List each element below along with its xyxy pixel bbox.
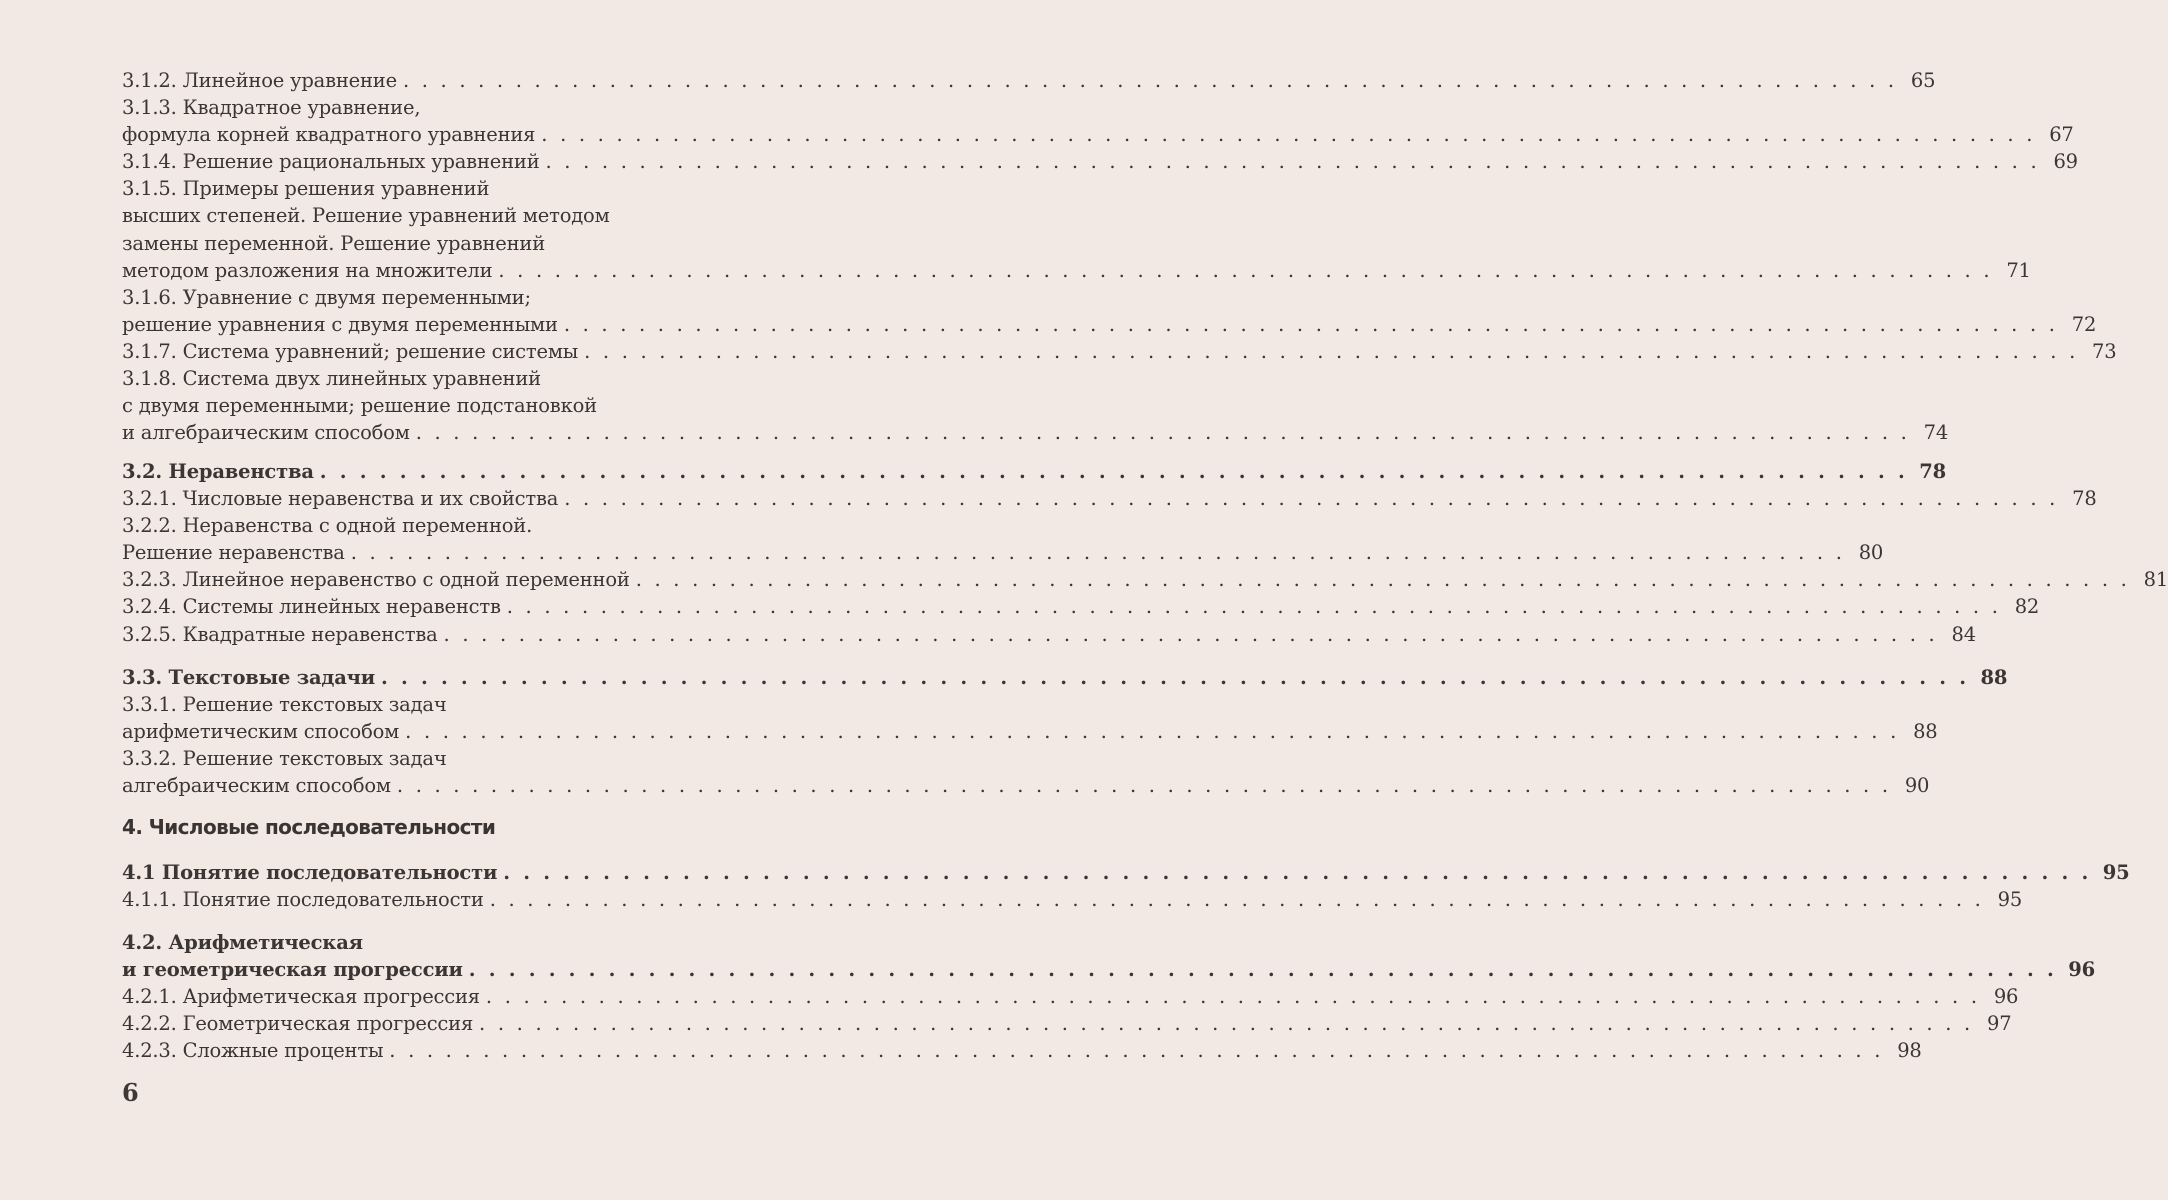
toc-entry-page: 97 xyxy=(1986,1012,2012,1036)
toc-entry-title: 3.2.4. Системы линейных неравенств xyxy=(122,595,501,619)
toc-entry-page: 78 xyxy=(1919,460,1947,483)
toc-entry-line xyxy=(122,956,2096,983)
toc-entry-line xyxy=(122,365,876,392)
toc-entry-title: формула корней квадратного уравнения xyxy=(122,123,536,147)
toc-entry-title: и алгебраическим способом xyxy=(122,421,410,445)
toc-entry-title: 3.2.1. Числовые неравенства и их свойства xyxy=(122,487,559,511)
toc-entry-title: 4.2.1. Арифметическая прогрессия xyxy=(122,985,480,1009)
toc-entry-title: 4.2.3. Сложные проценты xyxy=(122,1039,384,1063)
dot-leader: . . . . . . . . . . . . . . . . . . . . . . . . . . . . . . . . . . . . . . . . . . . . . . . . . . . . . . . . . . . . . . . . . . . . . . . . . . . . . . . . xyxy=(319,460,1909,483)
toc-entry-line xyxy=(122,94,876,121)
toc-entry xyxy=(122,691,1938,745)
dot-leader: . . . . . . . . . . . . . . . . . . . . . . . . . . . . . . . . . . . . . . . . . . . . . . . . . . . . . . . . . . . . . . . . . . . . . . . . . . . . . . . . xyxy=(545,150,2040,174)
toc-entry-title: алгебраическим способом xyxy=(122,774,391,798)
toc-entry xyxy=(122,621,1976,648)
toc-entry-line xyxy=(122,338,2117,365)
toc-entry-title: 4.1.1. Понятие последовательности xyxy=(122,888,484,912)
toc-entry-line xyxy=(122,67,1936,94)
toc-entry xyxy=(122,745,1930,799)
toc-entry-page: 95 xyxy=(2102,861,2130,884)
page-number: 6 xyxy=(122,1078,139,1107)
toc-entry-line xyxy=(122,175,876,202)
toc-section-3-2 xyxy=(122,458,2168,648)
toc-entry-line xyxy=(122,485,2097,512)
toc-entry xyxy=(122,664,2008,691)
toc-entry xyxy=(122,148,2078,175)
toc-entry-line xyxy=(122,983,2019,1010)
toc-entry-page: 71 xyxy=(2006,258,2031,282)
toc-entry-title: и геометрическая прогрессии xyxy=(122,958,463,982)
toc-section-4-1 xyxy=(122,859,2130,913)
dot-leader: . . . . . . . . . . . . . . . . . . . . . . . . . . . . . . . . . . . . . . . . . . . . . . . . . . . . . . . . . . . . . . . . . . . . . . . . . . . . . . . . xyxy=(503,861,2092,884)
toc-entry-title: 3.2.3. Линейное неравенство с одной переменной xyxy=(122,568,630,592)
dot-leader: . . . . . . . . . . . . . . . . . . . . . . . . . . . . . . . . . . . . . . . . . . . . . . . . . . . . . . . . . . . . . . . . . . . . . . . . . . . . . . . . xyxy=(396,774,1892,798)
toc-entry xyxy=(122,67,1936,94)
toc-entry-line xyxy=(122,772,1930,799)
dot-leader: . . . . . . . . . . . . . . . . . . . . . . . . . . . . . . . . . . . . . . . . . . . . . . . . . . . . . . . . . . . . . . . . . . . . . . . . . . . . . . . . xyxy=(564,487,2059,511)
toc-entry-line xyxy=(122,512,876,539)
toc-entry-line xyxy=(122,664,2008,691)
toc-entry xyxy=(122,512,1884,566)
toc-entry-line xyxy=(122,257,2031,284)
toc-entry-title: арифметическим способом xyxy=(122,720,400,744)
toc-entry xyxy=(122,859,2130,886)
toc-section-3-3 xyxy=(122,664,2008,799)
toc-entry xyxy=(122,284,2097,338)
dot-leader: . . . . . . . . . . . . . . . . . . . . . . . . . . . . . . . . . . . . . . . . . . . . . . . . . . . . . . . . . . . . . . . . . . . . . . . . . . . . . . . . xyxy=(350,541,1846,565)
toc-entry-line xyxy=(122,1037,1922,1064)
toc-entry-page: 95 xyxy=(1997,888,2023,912)
toc-entry xyxy=(122,175,2031,283)
toc-entry xyxy=(122,1010,2012,1037)
toc-entry-line xyxy=(122,886,2023,913)
dot-leader: . . . . . . . . . . . . . . . . . . . . . . . . . . . . . . . . . . . . . . . . . . . . . . . . . . . . . . . . . . . . . . . . . . . . . . . . . . . . . . . . xyxy=(498,258,1993,282)
toc-entry-page: 81 xyxy=(2143,568,2168,592)
toc-section-3-1-continued xyxy=(122,67,2117,446)
toc-entry-title: высших степеней. Решение уравнений методом xyxy=(122,204,610,228)
toc-entry-line xyxy=(122,539,1884,566)
toc-entry-page: 96 xyxy=(1993,985,2019,1009)
toc-entry-line xyxy=(122,691,876,718)
toc-entry-line xyxy=(122,311,2097,338)
toc-entry xyxy=(122,886,2023,913)
dot-leader: . . . . . . . . . . . . . . . . . . . . . . . . . . . . . . . . . . . . . . . . . . . . . . . . . . . . . . . . . . . . . . . . . . . . . . . . . . . . . . . . xyxy=(415,421,1911,445)
toc-entry-title: 3.3. Текстовые задачи xyxy=(122,666,376,689)
dot-leader: . . . . . . . . . . . . . . . . . . . . . . . . . . . . . . . . . . . . . . . . . . . . . . . . . . . . . . . . . . . . . . . . . . . . . . . . . . . . . . . . xyxy=(389,1039,1884,1063)
dot-leader: . . . . . . . . . . . . . . . . . . . . . . . . . . . . . . . . . . . . . . . . . . . . . . . . . . . . . . . . . . . . . . . . . . . . . . . . . . . . . . . . xyxy=(635,568,2131,592)
toc-entry-line xyxy=(122,1010,2012,1037)
toc-entry-title: Решение неравенства xyxy=(122,541,345,565)
toc-entry-line xyxy=(122,148,2078,175)
toc-entry-line xyxy=(122,745,876,772)
toc-entry-line xyxy=(122,593,2040,620)
toc-entry xyxy=(122,983,2019,1010)
toc-entry-page: 82 xyxy=(2014,595,2040,619)
toc-entry-line xyxy=(122,859,2130,886)
dot-leader: . . . . . . . . . . . . . . . . . . . . . . . . . . . . . . . . . . . . . . . . . . . . . . . . . . . . . . . . . . . . . . . . . . . . . . . . . . . . . . . . xyxy=(479,1012,1974,1036)
toc-entry xyxy=(122,593,2040,620)
toc-entry-title: 3.2. Неравенства xyxy=(122,460,314,483)
toc-entry-title: 3.1.7. Система уравнений; решение системы xyxy=(122,339,579,363)
toc-entry xyxy=(122,1037,1922,1064)
toc-entry-title: 4.2.2. Геометрическая прогрессия xyxy=(122,1012,474,1036)
dot-leader: . . . . . . . . . . . . . . . . . . . . . . . . . . . . . . . . . . . . . . . . . . . . . . . . . . . . . . . . . . . . . . . . . . . . . . . . . . . . . . . . xyxy=(541,123,2036,147)
toc-entry-title: 3.1.4. Решение рациональных уравнений xyxy=(122,150,540,174)
toc-entry-page: 74 xyxy=(1923,421,1949,445)
dot-leader: . . . . . . . . . . . . . . . . . . . . . . . . . . . . . . . . . . . . . . . . . . . . . . . . . . . . . . . . . . . . . . . . . . . . . . . . . . . . . . . . xyxy=(584,339,2079,363)
toc-entry-title: 3.1.8. Система двух линейных уравнений xyxy=(122,367,541,391)
toc-entry-title: 4.2. Арифметическая xyxy=(122,931,363,954)
toc-entry xyxy=(122,365,1949,446)
toc-entry-title: 3.3.2. Решение текстовых задач xyxy=(122,747,447,771)
toc-entry-line xyxy=(122,458,1947,485)
toc-entry-line xyxy=(122,621,1976,648)
dot-leader: . . . . . . . . . . . . . . . . . . . . . . . . . . . . . . . . . . . . . . . . . . . . . . . . . . . . . . . . . . . . . . . . . . . . . . . . . . . . . . . . xyxy=(468,958,2058,982)
toc-entry-page: 72 xyxy=(2071,312,2097,336)
toc-entry-line xyxy=(122,566,2168,593)
toc-entry-page: 88 xyxy=(1913,720,1938,744)
toc-entry-page: 69 xyxy=(2053,150,2078,174)
toc-entry-title: 4.1 Понятие последовательности xyxy=(122,861,498,884)
toc-entry-page: 65 xyxy=(1910,69,1936,92)
toc-entry-page: 96 xyxy=(2068,958,2096,982)
chapter-heading: 4. Числовые последовательности xyxy=(122,815,496,839)
dot-leader: . . . . . . . . . . . . . . . . . . . . . . . . . . . . . . . . . . . . . . . . . . . . . . . . . . . . . . . . . . . . . . . . . . . . . . . . . . . . . . . . xyxy=(485,985,1981,1009)
toc-entry-title: 3.3.1. Решение текстовых задач xyxy=(122,693,447,717)
toc-entry-line xyxy=(122,392,876,419)
toc-entry-line xyxy=(122,230,876,257)
toc-entry-page: 90 xyxy=(1904,774,1930,798)
toc-entry-title: 3.1.3. Квадратное уравнение, xyxy=(122,96,421,120)
dot-leader: . . . . . . . . . . . . . . . . . . . . . . . . . . . . . . . . . . . . . . . . . . . . . . . . . . . . . . . . . . . . . . . . . . . . . . . . . . . . . . . . xyxy=(563,312,2059,336)
toc-entry-title: 3.1.5. Примеры решения уравнений xyxy=(122,177,490,201)
toc-entry-page: 84 xyxy=(1951,622,1976,646)
toc-entry-title: 3.1.6. Уравнение с двумя переменными; xyxy=(122,285,531,309)
dot-leader: . . . . . . . . . . . . . . . . . . . . . . . . . . . . . . . . . . . . . . . . . . . . . . . . . . . . . . . . . . . . . . . . . . . . . . . . . . . . . . . . xyxy=(402,69,1898,92)
toc-section-4-2 xyxy=(122,929,2096,1064)
toc-entry-line xyxy=(122,121,2074,148)
toc-entry-page: 73 xyxy=(2092,339,2117,363)
toc-entry-line xyxy=(122,202,876,229)
toc-entry-page: 80 xyxy=(1858,541,1884,565)
toc-entry-title: 3.2.5. Квадратные неравенства xyxy=(122,622,438,646)
dot-leader: . . . . . . . . . . . . . . . . . . . . . . . . . . . . . . . . . . . . . . . . . . . . . . . . . . . . . . . . . . . . . . . . . . . . . . . . . . . . . . . . xyxy=(405,720,1900,744)
toc-entry xyxy=(122,458,1947,485)
toc-entry-title: 3.2.2. Неравенства с одной переменной. xyxy=(122,514,533,538)
toc-entry xyxy=(122,485,2097,512)
toc-entry-line xyxy=(122,419,1949,446)
toc-entry-title: методом разложения на множители xyxy=(122,258,493,282)
toc-entry-page: 78 xyxy=(2072,487,2097,511)
toc-entry xyxy=(122,338,2117,365)
dot-leader: . . . . . . . . . . . . . . . . . . . . . . . . . . . . . . . . . . . . . . . . . . . . . . . . . . . . . . . . . . . . . . . . . . . . . . . . . . . . . . . . xyxy=(489,888,1985,912)
toc-entry-page: 98 xyxy=(1897,1039,1922,1063)
toc-entry-title: решение уравнения с двумя переменными xyxy=(122,312,558,336)
dot-leader: . . . . . . . . . . . . . . . . . . . . . . . . . . . . . . . . . . . . . . . . . . . . . . . . . . . . . . . . . . . . . . . . . . . . . . . . . . . . . . . . xyxy=(443,622,1938,646)
toc-entry-page: 88 xyxy=(1980,666,2008,689)
toc-entry-title: с двумя переменными; решение подстановкой xyxy=(122,394,597,418)
toc-entry-title: 3.1.2. Линейное уравнение xyxy=(122,69,397,92)
toc-entry-line xyxy=(122,284,876,311)
toc-entry-line xyxy=(122,929,876,956)
dot-leader: . . . . . . . . . . . . . . . . . . . . . . . . . . . . . . . . . . . . . . . . . . . . . . . . . . . . . . . . . . . . . . . . . . . . . . . . . . . . . . . . xyxy=(506,595,2002,619)
toc-entry xyxy=(122,929,2096,983)
dot-leader: . . . . . . . . . . . . . . . . . . . . . . . . . . . . . . . . . . . . . . . . . . . . . . . . . . . . . . . . . . . . . . . . . . . . . . . . . . . . . . . . xyxy=(381,666,1970,689)
toc-entry-page: 67 xyxy=(2049,123,2074,147)
toc-entry-line xyxy=(122,718,1938,745)
toc-entry xyxy=(122,566,2168,593)
toc-entry xyxy=(122,94,2074,148)
toc-entry-title: замены переменной. Решение уравнений xyxy=(122,231,546,255)
